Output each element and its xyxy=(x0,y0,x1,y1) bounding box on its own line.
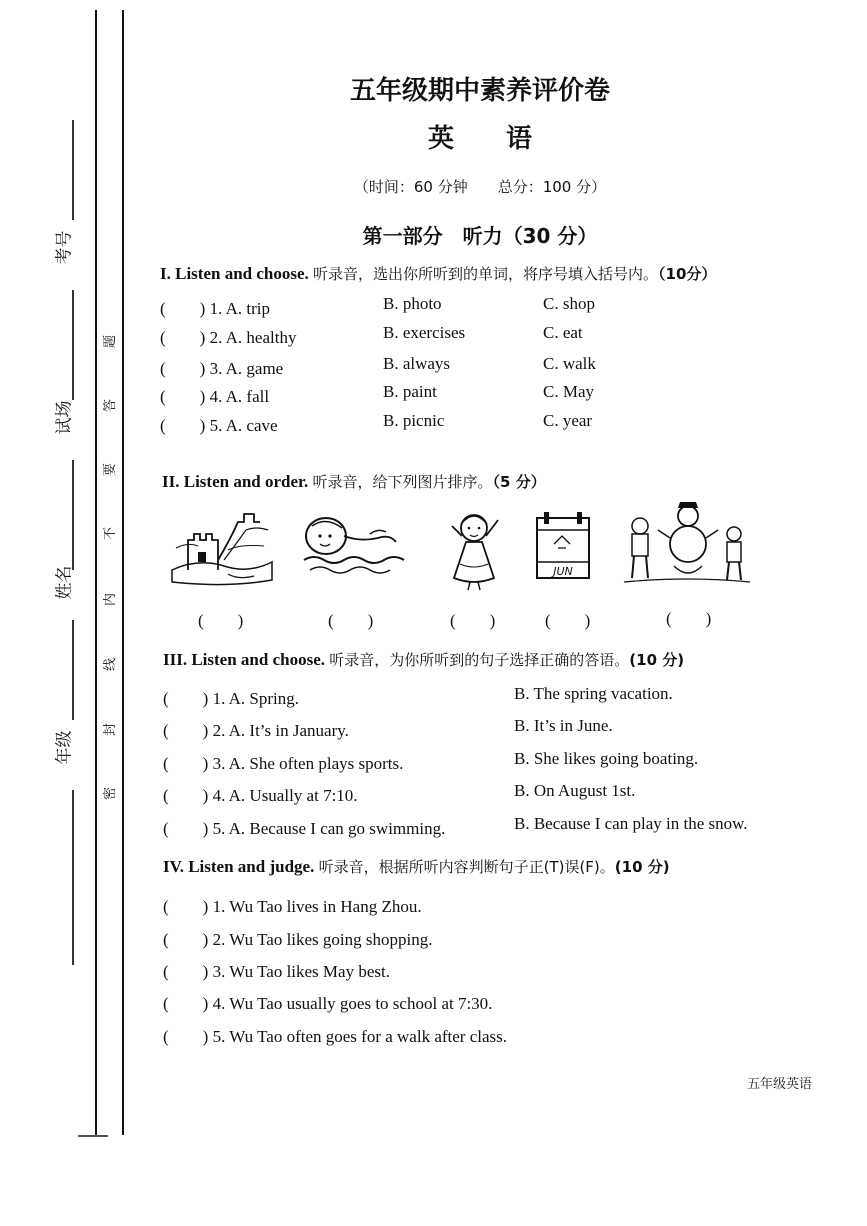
section3-item-4-a: ( ) 4. A. Usually at 7:10. xyxy=(163,786,358,805)
girl-dancing-picture xyxy=(442,508,506,592)
margin-rule-inner xyxy=(122,10,124,1135)
section3-item-5-b: B. Because I can play in the snow. xyxy=(514,814,748,833)
section3-item-3-a: ( ) 3. A. She often plays sports. xyxy=(163,754,404,773)
section3-item-1-b: B. The spring vacation. xyxy=(514,684,673,703)
section3-heading-en: III. Listen and choose. xyxy=(163,650,326,669)
section4-item-4: ( ) 4. Wu Tao usually goes to school at 7:30. xyxy=(163,994,493,1013)
order-blank-2[interactable]: ( ) xyxy=(328,611,374,630)
section1-item-1-b: B. photo xyxy=(383,294,442,313)
section1-heading-en: I. Listen and choose. xyxy=(160,264,309,283)
margin-rule-outer xyxy=(95,10,97,1135)
part-title: 第一部分 听力（30 分） xyxy=(362,224,598,248)
seal-hint-char: 内 xyxy=(103,592,119,607)
seal-hint-char: 线 xyxy=(103,657,119,672)
section1-item-2: ( ) 2. A. healthy xyxy=(160,328,297,347)
section3-item-3-b: B. She likes going boating. xyxy=(514,749,699,768)
section2-points: （5 分） xyxy=(492,473,546,491)
section4-heading-cn: 听录音，根据所听内容判断句子正(T)误(F)。 xyxy=(318,858,615,876)
order-blank-4[interactable]: ( ) xyxy=(545,611,591,630)
exam-number-blank xyxy=(72,120,74,220)
section1-item-2-c: C. eat xyxy=(543,323,583,342)
section4-heading-en: IV. Listen and judge. xyxy=(163,857,315,876)
exam-number-label: 考号 xyxy=(54,230,75,265)
section1-item-5: ( ) 5. A. cave xyxy=(160,416,278,435)
section1-points: （10分） xyxy=(658,265,717,283)
section3-heading-cn: 听录音，为你所听到的句子选择正确的答语。 xyxy=(329,651,630,669)
grade-blank-top xyxy=(72,620,74,720)
subject-title: 英 语 xyxy=(427,124,532,154)
exam-room-blank xyxy=(72,290,74,400)
snowman-kids-picture xyxy=(622,500,752,586)
section1-item-1-c: C. shop xyxy=(543,294,595,313)
section1-item-4-b: B. paint xyxy=(383,382,437,401)
section4-points: (10 分) xyxy=(614,858,670,876)
grade-blank xyxy=(72,790,74,965)
section4-item-3: ( ) 3. Wu Tao likes May best. xyxy=(163,962,390,981)
section1-heading-cn: 听录音，选出你所听到的单词，将序号填入括号内。 xyxy=(313,265,659,283)
seal-hint-char: 密 xyxy=(103,786,119,801)
swimming-picture xyxy=(300,512,412,576)
section3-points: (10 分) xyxy=(629,651,685,669)
seal-hint-char: 要 xyxy=(103,462,119,477)
section3-item-1-a: ( ) 1. A. Spring. xyxy=(163,689,299,708)
footer-rule xyxy=(78,1135,108,1137)
section4-heading xyxy=(163,856,670,877)
section4-item-2: ( ) 2. Wu Tao likes going shopping. xyxy=(163,930,433,949)
section2-heading-en: II. Listen and order. xyxy=(162,472,309,491)
section3-item-4-b: B. On August 1st. xyxy=(514,781,636,800)
great-wall-picture xyxy=(168,500,276,586)
section4-item-1: ( ) 1. Wu Tao lives in Hang Zhou. xyxy=(163,897,422,916)
section1-heading xyxy=(160,263,716,284)
seal-hint-char: 封 xyxy=(103,722,119,737)
time-info: （时间：60 分钟 总分：100 分） xyxy=(353,178,607,196)
section1-item-1: ( ) 1. A. trip xyxy=(160,299,271,318)
name-label: 姓名 xyxy=(54,565,75,600)
order-blank-1[interactable]: ( ) xyxy=(198,611,244,630)
section1-item-3: ( ) 3. A. game xyxy=(160,359,284,378)
section3-item-2-b: B. It’s in June. xyxy=(514,716,613,735)
section1-item-4: ( ) 4. A. fall xyxy=(160,387,270,406)
seal-hint-char: 题 xyxy=(103,334,119,349)
calendar-picture xyxy=(532,510,594,582)
page-footer: 五年级英语 xyxy=(747,1077,813,1092)
section3-item-2-a: ( ) 2. A. It’s in January. xyxy=(163,721,349,740)
calendar-month-text: JUN xyxy=(553,565,573,578)
section1-item-2-b: B. exercises xyxy=(383,323,466,342)
section3-item-5-a: ( ) 5. A. Because I can go swimming. xyxy=(163,819,446,838)
name-blank xyxy=(72,460,74,570)
order-blank-3[interactable]: ( ) xyxy=(450,611,496,630)
exam-room-label: 试场 xyxy=(54,400,75,435)
section1-item-3-b: B. always xyxy=(383,354,451,373)
exam-title: 五年级期中素养评价卷 xyxy=(349,76,610,106)
section4-item-5: ( ) 5. Wu Tao often goes for a walk after class. xyxy=(163,1027,508,1046)
section1-item-5-b: B. picnic xyxy=(383,411,445,430)
seal-hint-char: 不 xyxy=(103,526,119,541)
section1-item-4-c: C. May xyxy=(543,382,594,401)
section3-heading xyxy=(163,649,684,670)
section1-item-3-c: C. walk xyxy=(543,354,596,373)
section2-heading-cn: 听录音，给下列图片排序。 xyxy=(312,473,493,491)
order-blank-5[interactable]: ( ) xyxy=(666,609,712,628)
grade-label: 年级 xyxy=(54,730,75,765)
seal-hint-char: 答 xyxy=(103,398,119,413)
section1-item-5-c: C. year xyxy=(543,411,593,430)
section2-heading xyxy=(162,471,546,492)
